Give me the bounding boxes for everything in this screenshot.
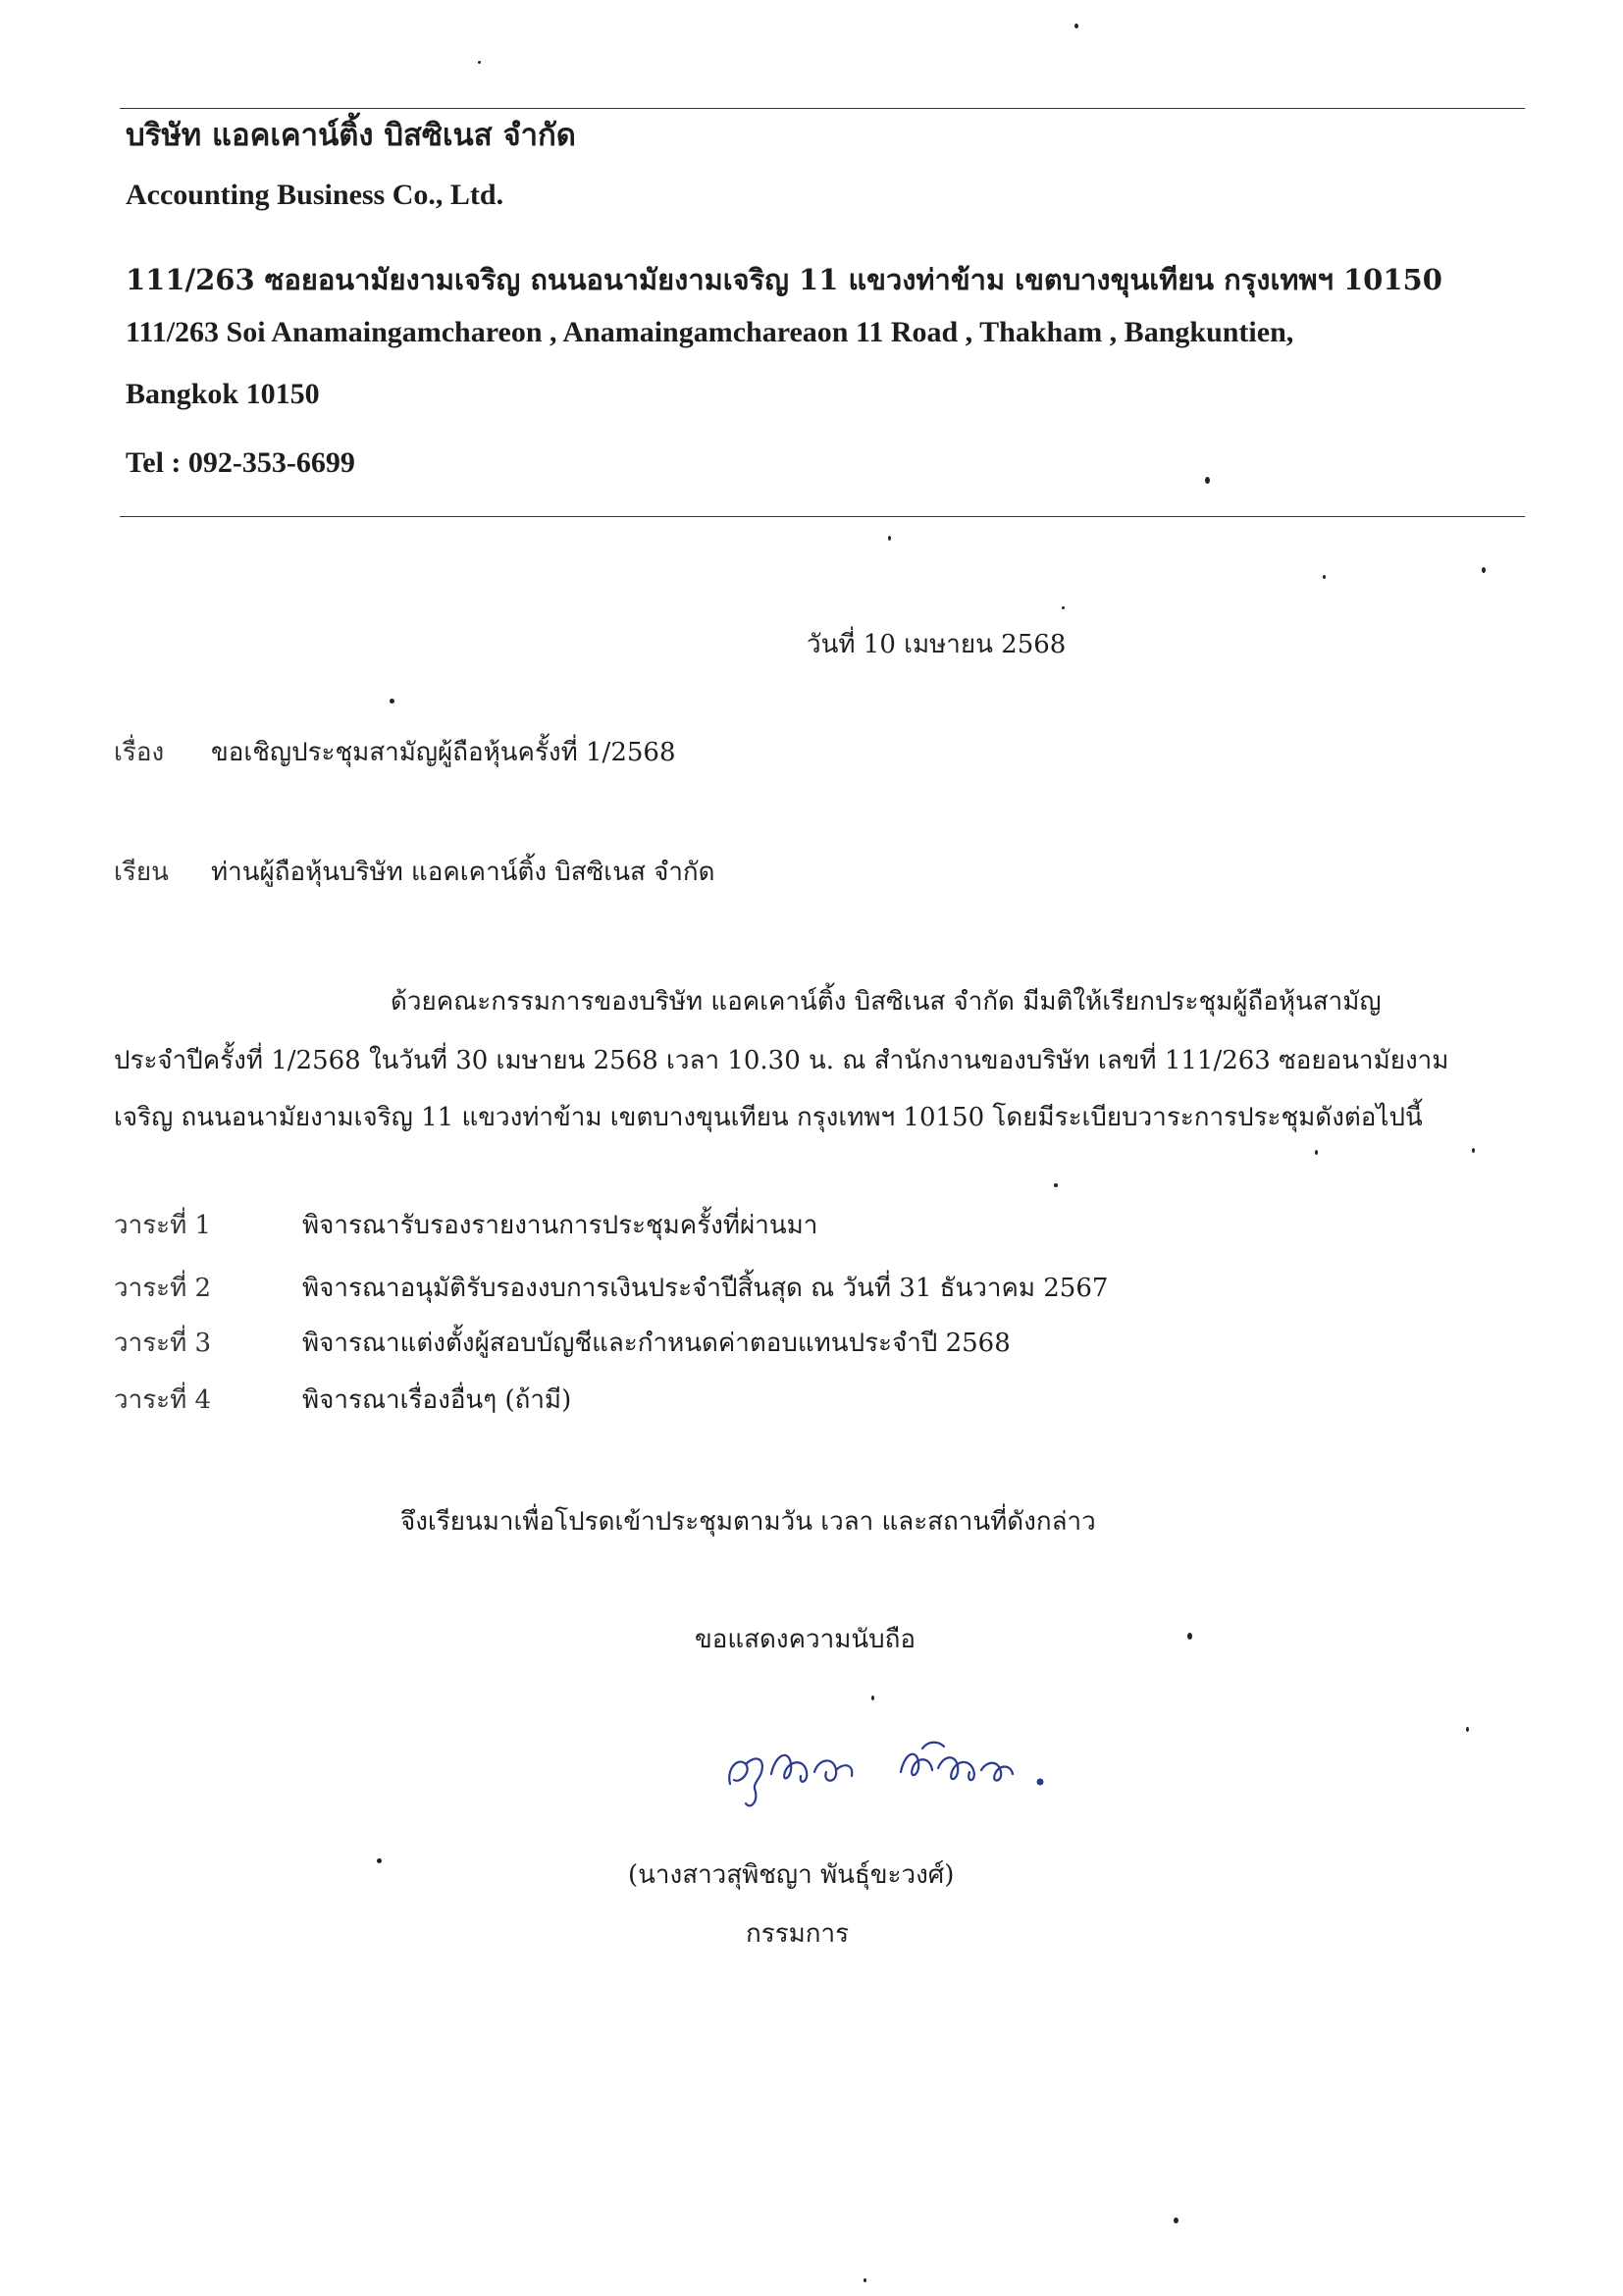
scan-speck: [1074, 24, 1078, 28]
body-paragraph-line-3: เจริญ ถนนอนามัยงามเจริญ 11 แขวงท่าข้าม เขตบางขุนเทียน กรุงเทพฯ 10150 โดยมีระเบียบวาระการประชุมดังต่อไปนี้: [114, 1103, 1423, 1132]
scan-speck: [1174, 2218, 1178, 2223]
scan-speck: [478, 61, 481, 64]
agenda-item-label: วาระที่ 4: [114, 1385, 212, 1415]
scan-speck: [1323, 575, 1326, 579]
recipient-text: ท่านผู้ถือหุ้นบริษัท แอคเคาน์ติ้ง บิสซิเนส จำกัด: [211, 858, 715, 887]
company-address-thai: 111/263 ซอยอนามัยงามเจริญ ถนนอนามัยงามเจริญ 11 แขวงท่าข้าม เขตบางขุนเทียน กรุงเทพฯ 10150: [126, 263, 1442, 296]
scan-speck: [888, 536, 891, 541]
scan-speck: [1187, 1633, 1192, 1640]
letterhead-bottom-rule: [120, 516, 1525, 517]
regards-line: ขอแสดงความนับถือ: [695, 1625, 916, 1654]
letterhead-top-rule: [120, 108, 1525, 109]
agenda-item-label: วาระที่ 3: [114, 1329, 212, 1358]
scan-speck: [1482, 567, 1486, 573]
scan-speck: [871, 1696, 874, 1700]
handwritten-signature: [716, 1715, 1070, 1833]
scan-speck: [1054, 1183, 1058, 1187]
recipient-label: เรียน: [114, 858, 169, 887]
company-address-english-line2: Bangkok 10150: [126, 378, 320, 410]
agenda-item-text: พิจารณาเรื่องอื่นๆ (ถ้ามี): [302, 1385, 572, 1415]
body-paragraph-line-1: ด้วยคณะกรรมการของบริษัท แอคเคาน์ติ้ง บิสซิเนส จำกัด มีมติให้เรียกประชุมผู้ถือหุ้นสามัญ: [391, 987, 1382, 1017]
agenda-item-label: วาระที่ 2: [114, 1274, 212, 1303]
scan-speck: [377, 1858, 382, 1863]
scan-speck: [390, 699, 394, 704]
scan-speck: [864, 2278, 866, 2282]
company-address-english-line1: 111/263 Soi Anamaingamchareon , Anamaingamchareaon 11 Road , Thakham , Bangkuntien,: [126, 316, 1294, 348]
scan-speck: [1315, 1150, 1318, 1155]
scan-speck: [1466, 1727, 1469, 1732]
scan-speck: [1205, 477, 1210, 484]
letter-date: วันที่ 10 เมษายน 2568: [807, 630, 1067, 659]
closing-sentence: จึงเรียนมาเพื่อโปรดเข้าประชุมตามวัน เวลา และสถานที่ดังกล่าว: [400, 1507, 1096, 1537]
agenda-item-text: พิจารณารับรองรายงานการประชุมครั้งที่ผ่านมา: [302, 1211, 818, 1240]
company-telephone: Tel : 092-353-6699: [126, 446, 355, 479]
company-name-thai: บริษัท แอคเคาน์ติ้ง บิสซิเนส จำกัด: [126, 118, 576, 153]
agenda-item-label: วาระที่ 1: [114, 1211, 212, 1240]
subject-label: เรื่อง: [114, 738, 165, 767]
signatory-title: กรรมการ: [746, 1919, 850, 1949]
agenda-item-text: พิจารณาอนุมัติรับรองงบการเงินประจำปีสิ้นสุด ณ วันที่ 31 ธันวาคม 2567: [302, 1274, 1109, 1303]
signature-strokes: [729, 1743, 1042, 1806]
subject-text: ขอเชิญประชุมสามัญผู้ถือหุ้นครั้งที่ 1/2568: [211, 738, 676, 767]
scan-speck: [1062, 606, 1065, 609]
company-name-english: Accounting Business Co., Ltd.: [126, 179, 504, 211]
body-paragraph-line-2: ประจำปีครั้งที่ 1/2568 ในวันที่ 30 เมษายน 2568 เวลา 10.30 น. ณ สำนักงานของบริษัท เลขที่ 111/263 ซอยอนามัยงาม: [114, 1046, 1449, 1075]
signatory-name: (นางสาวสุพิชญา พันธุ์ขะวงศ์): [628, 1860, 955, 1890]
scan-speck: [1472, 1148, 1475, 1153]
agenda-item-text: พิจารณาแต่งตั้งผู้สอบบัญชีและกำหนดค่าตอบแทนประจำปี 2568: [302, 1329, 1011, 1358]
